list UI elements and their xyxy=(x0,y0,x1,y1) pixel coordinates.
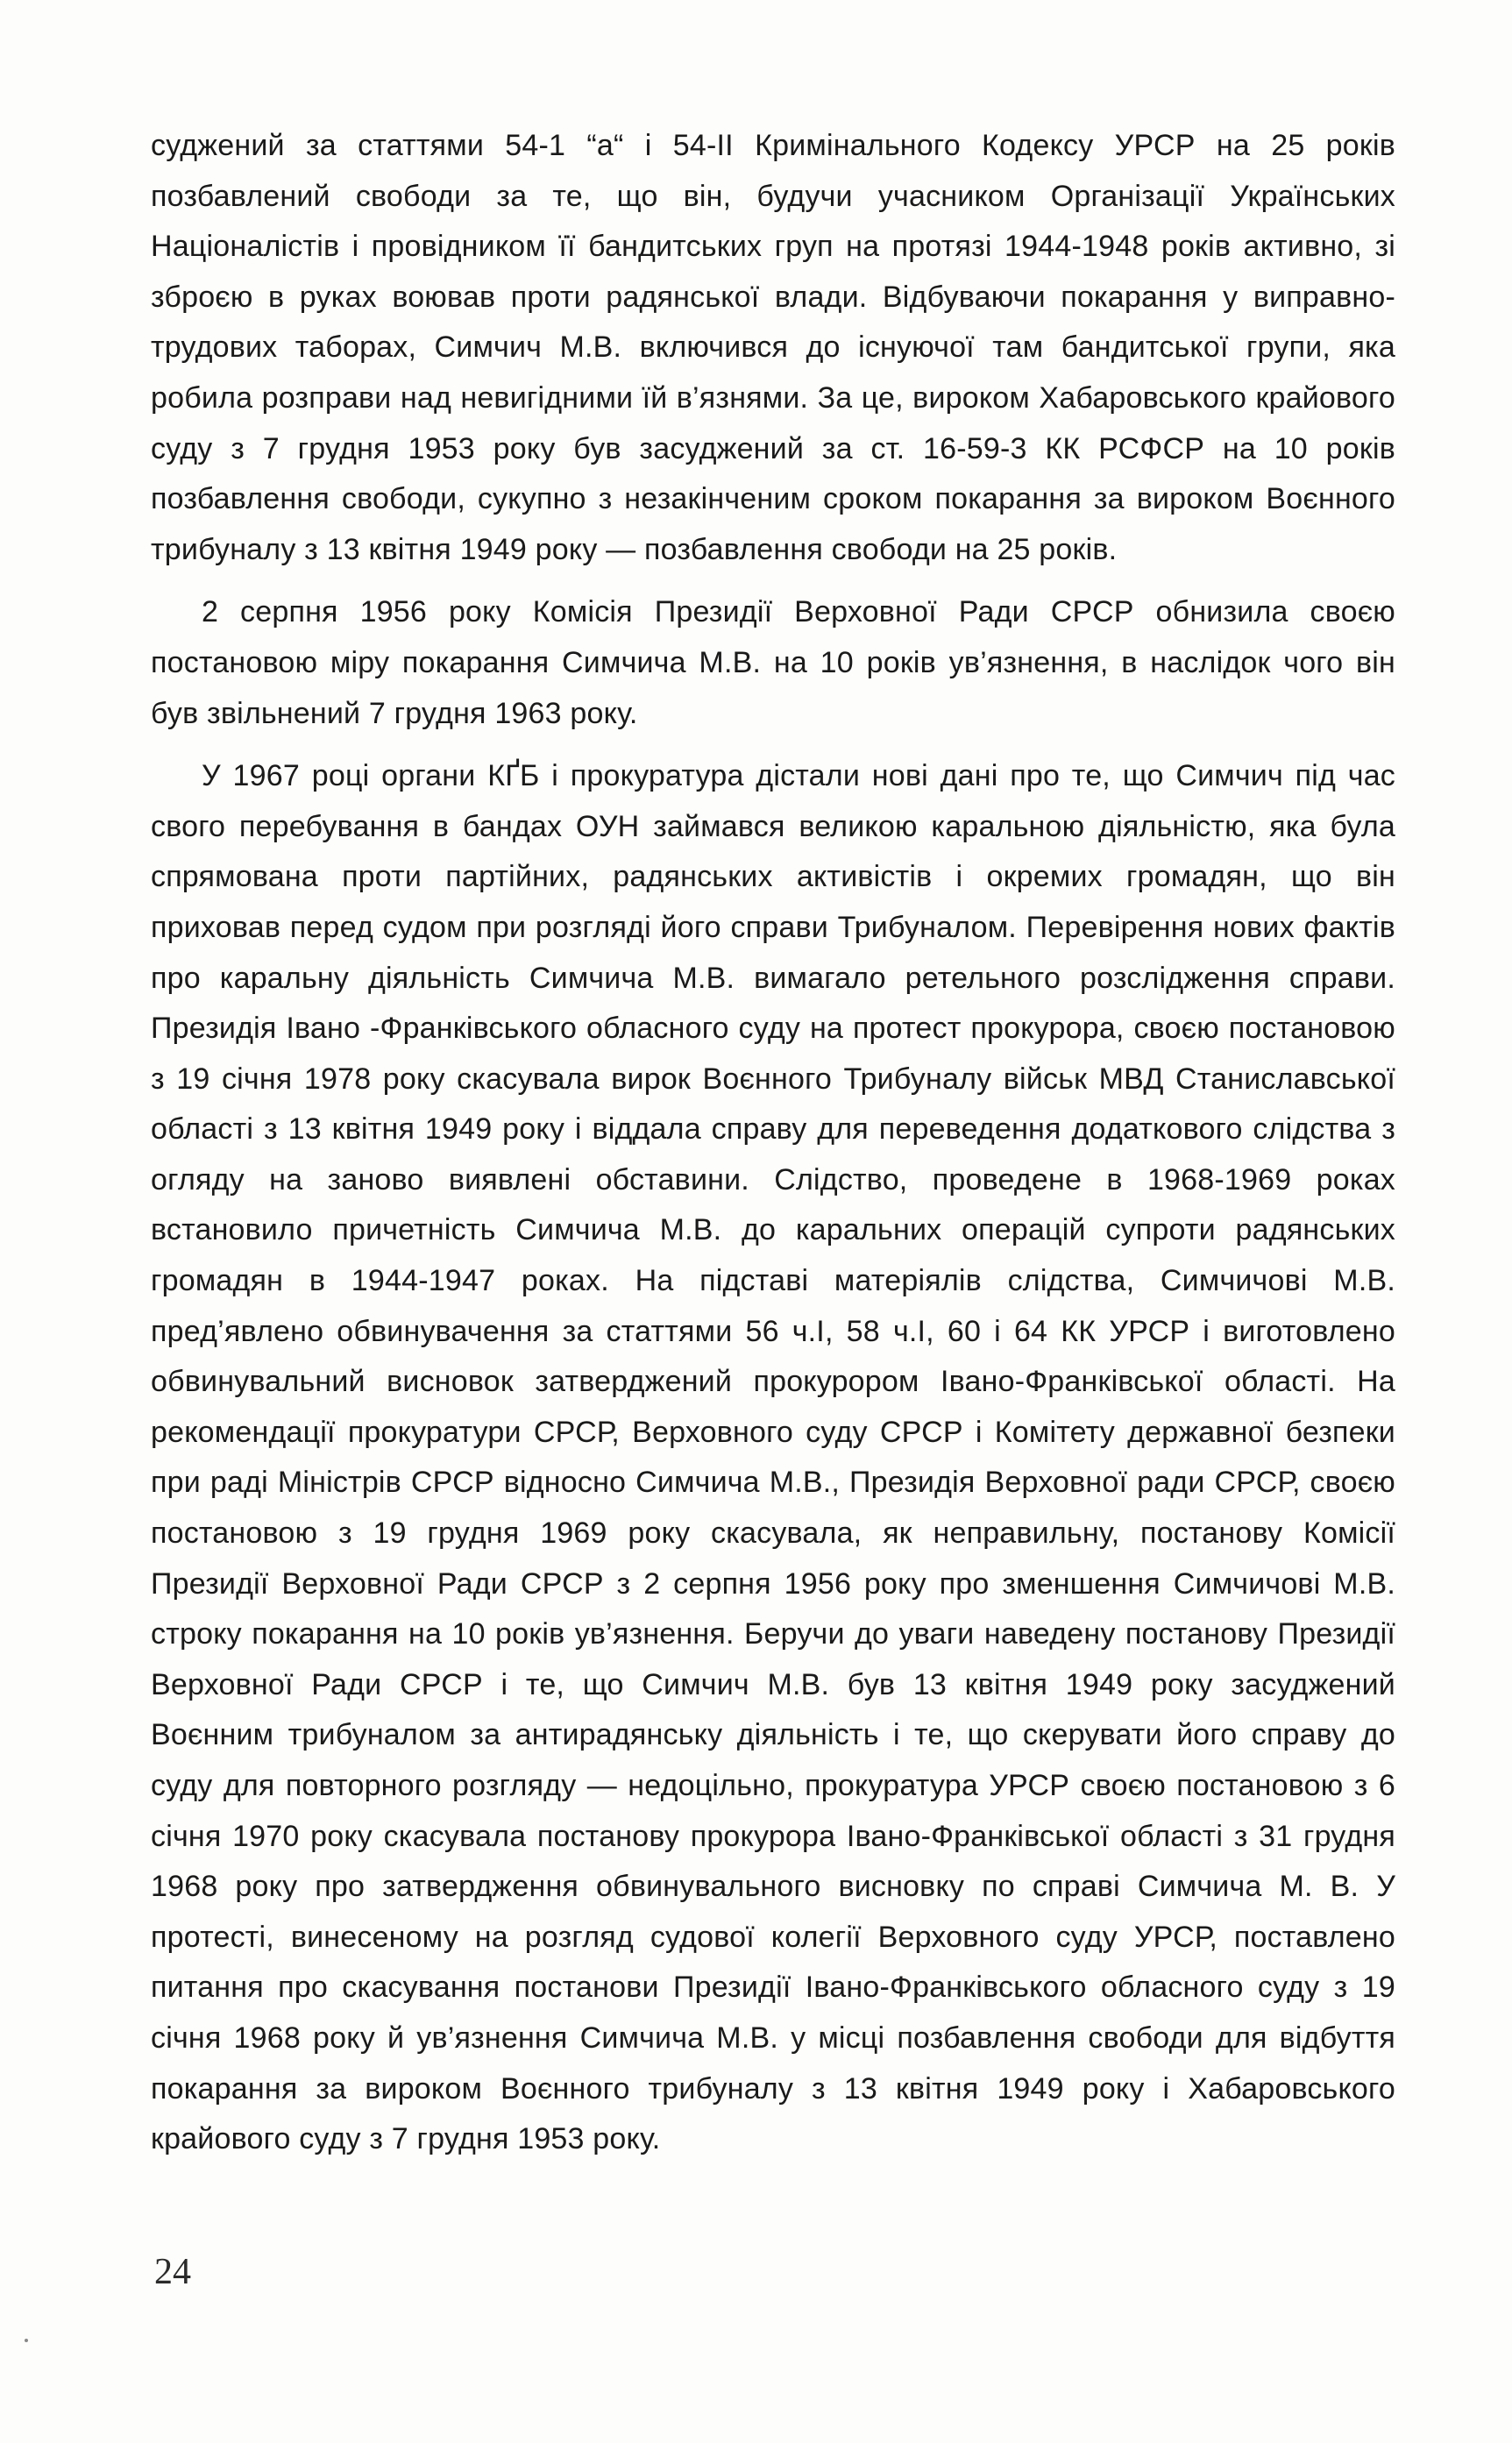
page-number: 24 xyxy=(154,2252,191,2292)
paragraph-1: суджений за статтями 54-1 “а“ і 54-ІІ Кримінального Кодексу УРСР на 25 років позбавлений свободи за те, що він, будучи учасником Організації Українських Націоналістів і провідником її бандитських груп на протязі 1944-1948 років активно, зі зброєю в руках воював проти радянської влади. Відбуваючи покарання у виправно-трудових таборах, Симчич М.В. включився до існуючої там бандитської групи, яка робила розправи над невигідними їй в’язнями. За це, вироком Хабаровського крайового суду з 7 грудня 1953 року був засуджений за ст. 16-59-3 КК РСФСР на 10 років позбавлення свободи, сукупно з незакінченим сроком покарання за вироком Воєнного трибуналу з 13 квітня 1949 року — позбавлення свободи на 25 років. xyxy=(151,129,1395,566)
scan-speck xyxy=(25,2339,28,2342)
paragraph-3: У 1967 році органи КҐБ і прокуратура дістали нові дані про те, що Симчич під час свого перебування в бандах ОУН займався великою каральною діяльністю, яка була спрямована проти партійних, радянських активістів і окремих громадян, що він приховав перед судом при розгляді його справи Трибуналом. Перевірення нових фактів про каральну діяльність Симчича М.В. вимагало ретельного розслідження справи. Президія Івано -Франківського обласного суду на протест прокурора, своєю постановою з 19 січня 1978 року скасувала вирок Воєнного Трибуналу військ МВД Станиславської області з 13 квітня 1949 року і віддала справу для переведення додаткового слідства з огляду на заново виявлені обставини. Слідство, проведене в 1968-1969 роках встановило причетність Симчича М.В. до каральних операцій супроти радянських громадян в 1944-1947 роках. На підставі матеріялів слідства, Симчичові М.В. пред’явлено обвинувачення за статтями 56 ч.І, 58 ч.І, 60 і 64 КК УРСР і виготовлено обвинувальний висновок затверджений прокурором Івано-Франківської області. На рекомендації прокуратури СРСР, Верховного суду СРСР і Комітету державної безпеки при раді Міністрів СРСР відносно Симчича М.В., Президія Верховної ради СРСР, своєю постановою з 19 грудня 1969 року скасувала, як неправильну, постанову Комісії Президії Верховної Ради СРСР з 2 серпня 1956 року про зменшення Симчичові М.В. строку покарання на 10 років ув’язнення. Беручи до уваги наведену постанову Президії Верховної Ради СРСР і те, що Симчич М.В. був 13 квітня 1949 року засуджений Воєнним трибуналом за антирадянську діяльність і те, що скерувати його справу до суду для повторного розгляду — недоцільно, прокуратура УРСР своєю постановою з 6 січня 1970 року скасувала постанову прокурора Івано-Франківської області з 31 грудня 1968 року про затвердження обвинувального висновку по справі Симчича М. В. У протесті, винесеному на розгляд судової колегії Верховного суду УРСР, поставлено питання про скасування постанови Президії Івано-Франківського обласного суду з 19 січня 1968 року й ув’язнення Симчича М.В. у місці позбавлення свободи для відбуття покарання за вироком Воєнного трибуналу з 13 квітня 1949 року і Хабаровського крайового суду з 7 грудня 1953 року. xyxy=(151,759,1395,2156)
body-text xyxy=(151,121,1395,2165)
paragraph-2: 2 серпня 1956 року Комісія Президії Верховної Ради СРСР обнизила своєю постановою міру покарання Симчича М.В. на 10 років ув’язнення, в наслідок чого він був звільнений 7 грудня 1963 року. xyxy=(151,595,1395,730)
